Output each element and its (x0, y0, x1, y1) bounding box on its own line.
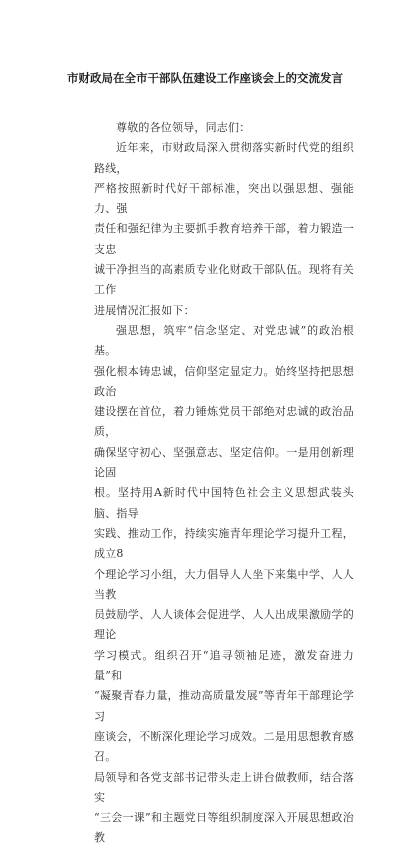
body-line: “三会一课”和主题党日等组织制度深入开展思想政治教 (94, 811, 354, 845)
body-line: 根。坚持用A新时代中国特色社会主义思想武装头脑、指导 (94, 486, 354, 520)
section-heading: 强思想，筑牢“信念坚定、对党忠诚”的政治根基。 (94, 323, 354, 358)
body-line: 诚干净担当的高素质专业化财政干部队伍。现将有关工作 (94, 263, 354, 297)
body-line: 实践、推动工作，持续实施青年理论学习提升工程，成立8 (94, 526, 354, 561)
body-line: 近年来，市财政局深入贯彻落实新时代党的组织路线， (94, 141, 354, 175)
body-line: 建设摆在首位，着力锤炼党员干部绝对忠诚的政治品质， (94, 405, 354, 439)
body-line: 局领导和各党支部书记带头走上讲台做教师，结合落实 (94, 770, 354, 804)
body-line: 强化根本铸忠诚，信仰坚定显定力。始终坚持把思想政治 (94, 364, 354, 398)
body-line: 学习模式。组织召开“追寻领袖足迹，激发奋进力量”和 (94, 648, 354, 683)
body-line: 责任和强纪律为主要抓手教育培养干部，着力锻造一支忠 (94, 222, 354, 256)
body-line: 严格按照新时代好干部标准，突出以强思想、强能力、强 (94, 181, 354, 216)
document-title: 市财政局在全市干部队伍建设工作座谈会上的交流发言 (67, 71, 343, 85)
body-line: 座谈会，不断深化理论学习成效。二是用思想教育感召。 (94, 729, 354, 764)
salutation: 尊敬的各位领导，同志们： (116, 121, 251, 134)
body-line: 员鼓励学、人人谈体会促进学、人人出成果激励学的理论 (94, 608, 354, 642)
body-line: 个理论学习小组，大力倡导人人坐下来集中学、人人当教 (94, 567, 354, 601)
body-line: 进展情况汇报如下： (94, 303, 195, 317)
body-line: “凝聚青春力量，推动高质量发展”等青年干部理论学习 (94, 689, 354, 723)
document-body (94, 118, 354, 849)
paragraph-intro (94, 138, 354, 179)
body-line: 确保坚守初心、坚强意志、坚定信仰。一是用创新理论固 (94, 445, 354, 480)
